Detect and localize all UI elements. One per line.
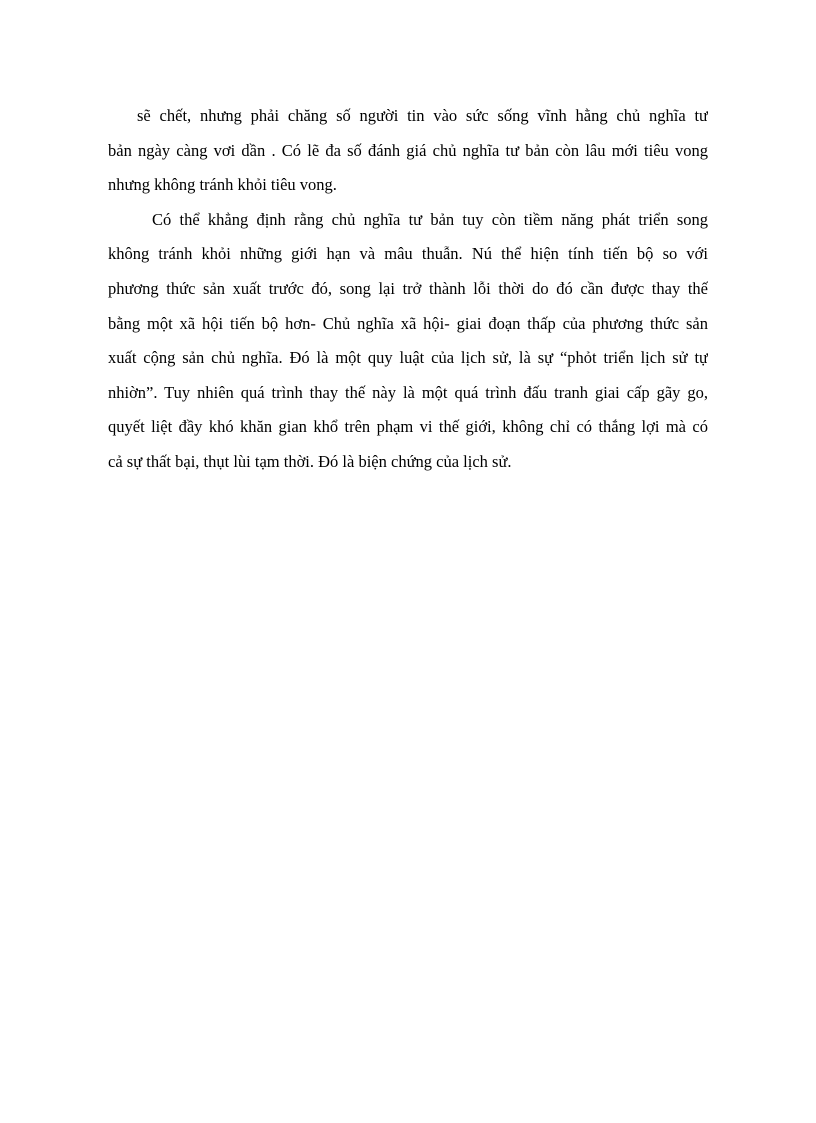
text-line: Có thể khẳng định rằng chủ nghĩa tư bản tuy còn tiềm năng phát triển song (152, 209, 708, 229)
text-line: bản ngày càng vơi dần . Có lẽ đa số đánh giá chủ nghĩa tư bản còn lâu mới tiêu vong (108, 140, 708, 160)
text-line: sẽ chết, nhưng phải chăng số người tin vào sức sống vĩnh hằng chủ nghĩa tư (137, 106, 708, 125)
text-line: bằng một xã hội tiến bộ hơn- Chủ nghĩa xã hội- giai đoạn thấp của phương thức sản (108, 313, 708, 333)
text-line: cả sự thất bại, thụt lùi tạm thời. Đó là biện chứng của lịch sử. (108, 451, 512, 471)
text-line: xuất cộng sản chủ nghĩa. Đó là một quy luật của lịch sử, là sự “phỏt triển lịch sử tự (108, 348, 708, 368)
text-line: nhưng không tránh khỏi tiêu vong. (108, 175, 337, 195)
text-line: phương thức sản xuất trước đó, song lại trở thành lỗi thời do đó cần được thay thế (108, 278, 708, 298)
paragraph-2 (108, 203, 708, 480)
text-line: không tránh khỏi những giới hạn và mâu thuẫn. Nú thể hiện tính tiến bộ so với (108, 244, 708, 264)
text-line: nhiờn”. Tuy nhiên quá trình thay thế này là một quá trình đấu tranh giai cấp gãy go, (108, 382, 708, 402)
text-line: quyết liệt đầy khó khăn gian khổ trên phạm vi thế giới, không chỉ có thắng lợi mà có (108, 417, 708, 437)
paragraph-1 (108, 99, 708, 203)
body-text (108, 99, 708, 480)
